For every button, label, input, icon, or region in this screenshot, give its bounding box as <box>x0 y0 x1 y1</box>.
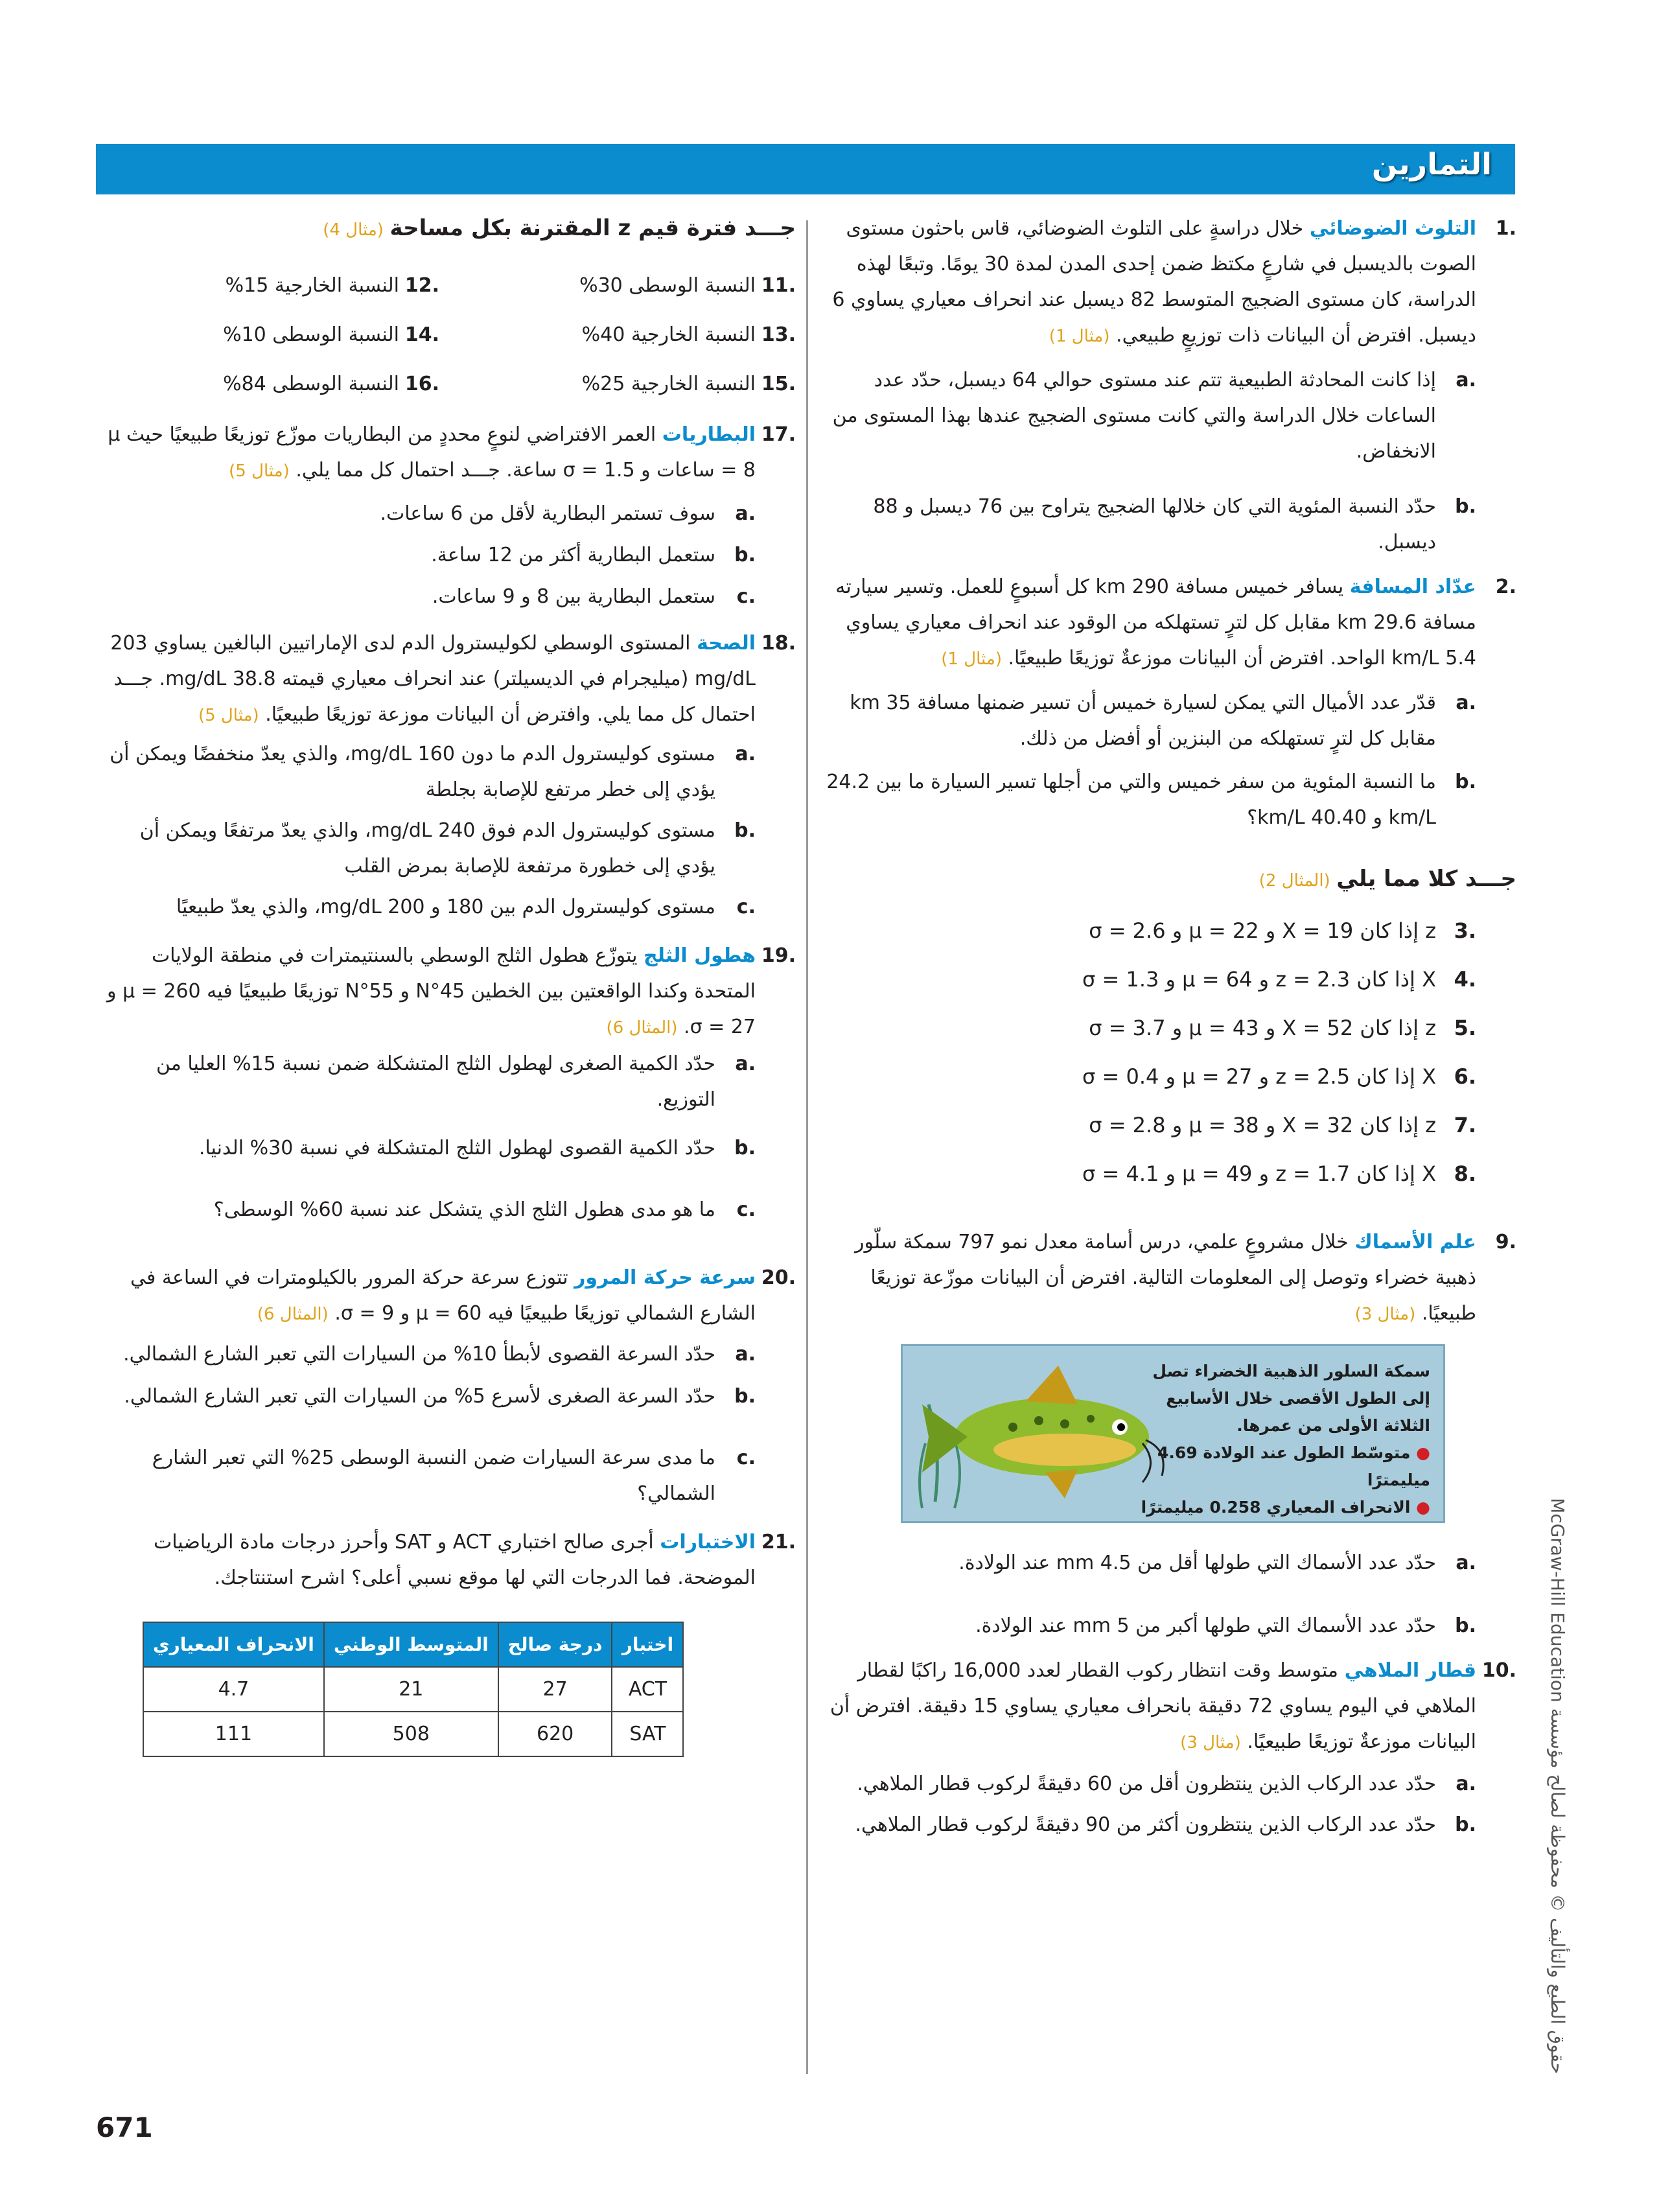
banner-title: التمارين <box>1371 146 1492 181</box>
grid-item <box>96 310 439 360</box>
sub-text: ما مدى سرعة السيارات ضمن النسبة الوسطى 25% التي تعبر الشارع الشمالي؟ <box>152 1447 715 1505</box>
example-reference: (المثال 2) <box>1259 871 1330 891</box>
sub-number: .b <box>1455 1813 1476 1836</box>
exercise-1 <box>823 211 1516 355</box>
exercise-text: يسافر خميس مسافة 290 km كل أسبوعٍ للعمل. وتسير سيارته مسافة 29.6 km مقابل كل لترٍ تستهلكه من الوقود عند انحراف معياري يساوي 5.4 km/L الواحد. افترض أن البيانات موزعةٌ توزيعًا طبيعيًا. <box>835 576 1476 669</box>
exercise-number: .12 <box>404 274 439 297</box>
exercise-17c <box>96 576 756 618</box>
exercise-9a <box>823 1545 1476 1581</box>
table-row <box>143 1712 683 1756</box>
exercise-text: خلال مشروعٍ علمي، درس أسامة معدل نمو 797 سمكة سلّور ذهبية خضراء وتوصل إلى المعلومات التالية. افترض أن البيانات موزّعة توزيعًا طبيعيًا. <box>855 1231 1476 1325</box>
sub-number: .b <box>734 544 756 566</box>
sub-number: .c <box>736 896 756 918</box>
exercise-18b <box>96 813 756 884</box>
exercise-18a <box>96 736 756 808</box>
exercises-banner <box>96 144 1515 194</box>
exercise-number: .17 <box>761 423 796 446</box>
exercise-keyword: الاختبارات <box>660 1531 756 1554</box>
fish-sd-text: الانحراف المعياري 0.258 ميليمترًا <box>1141 1498 1411 1517</box>
find-header <box>823 861 1516 899</box>
exercise-17 <box>96 417 796 489</box>
exercise-text: العمر الافتراضي لنوعٍ محددٍ من البطاريات موزّع توزيعًا طبيعيًا حيث μ = 8 ساعات و σ = 1.5 ساعة. جـــد احتمال كل مما يلي. <box>108 423 756 482</box>
exercise-20 <box>96 1260 796 1333</box>
sub-text: حدّد النسبة المئوية التي كان خلالها الضجيج يتراوح بين 76 ديسبل و 88 ديسبل. <box>873 495 1436 553</box>
exercise-keyword: هطول الثلج <box>644 944 756 967</box>
example-reference: (المثال 6) <box>606 1018 678 1038</box>
exercise-number: .20 <box>761 1266 796 1289</box>
exercise-9 <box>823 1224 1516 1333</box>
exercise-number: .18 <box>761 632 796 655</box>
equation-text: X إذا كان z = 2.3 و μ = 64 و σ = 1.3 <box>1082 967 1436 992</box>
exercise-19c <box>96 1192 756 1228</box>
example-reference: (مثال 1) <box>941 649 1002 669</box>
exercise-17b <box>96 535 756 576</box>
exercise-number: .21 <box>761 1531 796 1554</box>
grid-item <box>452 310 796 360</box>
table-cell: 21 <box>324 1667 498 1712</box>
exercise-number: .14 <box>404 323 439 346</box>
sub-text: ما هو مدى هطول الثلج الذي يتشكل عند نسبة 60% الوسطى؟ <box>213 1198 715 1221</box>
exercise-keyword: البطاريات <box>662 423 756 446</box>
sub-text: قدّر عدد الأميال التي يمكن لسيارة خميس أن تسير ضمنها مسافة 35 km مقابل كل لترٍ تستهلكه من البنزين أو أفضل من ذلك. <box>850 692 1436 750</box>
sub-text: حدّد السرعة الصغرى لأسرع 5% من السيارات التي تعبر الشارع الشمالي. <box>124 1385 715 1408</box>
exercise-text: المستوى الوسطي لكوليسترول الدم لدى الإماراتيين البالغين يساوي 203 mg/dL (ميليجرام في الديسيلتر) عند انحراف معياري قيمته 38.8 mg/dL. جـــد احتمال كل مما يلي. وافترض أن البيانات موزعة توزيعًا طبيعيًا. <box>110 632 756 726</box>
example-reference: (مثال 3) <box>1354 1305 1416 1324</box>
grid-item <box>96 360 439 409</box>
exercise-2 <box>823 569 1516 677</box>
table-header: المتوسط الوطني <box>324 1622 498 1667</box>
sub-text: ما النسبة المئوية من سفر خميس والتي من أجلها تسير السيارة ما بين 24.2 km/L و 40.40 km/L؟ <box>826 771 1436 829</box>
scores-table <box>143 1622 684 1757</box>
table-header-row <box>143 1622 683 1667</box>
sub-text: مستوى كوليسترول الدم فوق 240 mg/dL، والذي يعدّ مرتفعًا ويمكن أن يؤدي إلى خطورة مرتفعة للإصابة بمرض القلب <box>139 819 715 878</box>
sub-number: .a <box>735 1053 756 1075</box>
equation-text: X إذا كان z = 1.7 و μ = 49 و σ = 4.1 <box>1082 1161 1436 1186</box>
exercise-17a <box>96 493 756 535</box>
exercise-number: .13 <box>761 323 796 346</box>
left-column <box>96 211 796 1757</box>
grid-text: النسبة الوسطى 10% <box>223 323 399 346</box>
exercise-number: .3 <box>1454 918 1476 943</box>
sub-text: حدّد عدد الأسماك التي طولها أكبر من 5 mm عند الولادة. <box>975 1614 1436 1637</box>
exercise-number: .6 <box>1454 1064 1476 1089</box>
sub-number: .c <box>736 1198 756 1221</box>
sub-text: ستعمل البطارية أكثر من 12 ساعة. <box>431 544 715 566</box>
equation-text: X إذا كان z = 2.5 و μ = 27 و σ = 0.4 <box>1082 1064 1436 1089</box>
sub-number: .c <box>736 585 756 608</box>
sub-text: حدّد عدد الركاب الذين ينتظرون أقل من 60 دقيقةً لركوب قطار الملاهي. <box>857 1773 1436 1795</box>
grid-item <box>452 261 796 310</box>
sub-text: ستعمل البطارية بين 8 و 9 ساعات. <box>432 585 715 608</box>
exercise-19a <box>96 1046 756 1117</box>
exercise-20b <box>96 1379 756 1414</box>
exercise-text: متوسط وقت انتظار ركوب القطار لعدد 16,000 راكبًا لقطار الملاهي في اليوم يساوي 72 دقيقة بانحراف معياري يساوي 15 دقيقة. افترض أن البيانات موزعةٌ توزيعًا طبيعيًا. <box>830 1659 1476 1753</box>
equation-text: z إذا كان X = 52 و μ = 43 و σ = 3.7 <box>1089 1016 1436 1040</box>
column-divider <box>806 220 808 2074</box>
exercise-1b <box>823 489 1476 560</box>
exercise-19b <box>96 1130 756 1166</box>
grid-text: النسبة الخارجية 15% <box>225 274 399 297</box>
sub-text: إذا كانت المحادثة الطبيعية تتم عند مستوى حوالي 64 ديسبل، حدّد عدد الساعات خلال الدراسة والتي كانت مستوى الضجيج عندها بهذا المستوى من الانخفاض. <box>832 369 1436 463</box>
exercise-20a <box>96 1336 756 1372</box>
sub-text: حدّد عدد الأسماك التي طولها أقل من 4.5 mm عند الولادة. <box>958 1552 1436 1574</box>
equation-item <box>823 955 1476 1004</box>
sub-number: .b <box>1455 771 1476 793</box>
exercise-19 <box>96 938 796 1046</box>
table-header: الانحراف المعياري <box>143 1622 324 1667</box>
fish-info-text <box>1132 1358 1430 1521</box>
fish-mean-text: متوسّط الطول عند الولادة 4.69 ميليمترًا <box>1157 1443 1430 1489</box>
sub-number: .c <box>736 1447 756 1469</box>
exercise-10 <box>823 1653 1516 1761</box>
example-reference: (مثال 3) <box>1180 1733 1241 1752</box>
interval-grid <box>96 261 796 409</box>
grid-text: النسبة الوسطى 84% <box>223 373 399 395</box>
grid-text: النسبة الوسطى 30% <box>579 274 756 297</box>
exercise-10a <box>823 1766 1476 1802</box>
equation-item <box>823 907 1476 955</box>
sub-text: مستوى كوليسترول الدم بين 180 و 200 mg/dL، والذي يعدّ طبيعيًا <box>176 896 715 918</box>
exercise-1a <box>823 362 1476 469</box>
sub-text: حدّد السرعة القصوى لأبطأ 10% من السيارات التي تعبر الشارع الشمالي. <box>123 1343 715 1366</box>
grid-item <box>452 360 796 409</box>
fish-box-title: سمكة السلور الذهبية الخضراء تصل إلى الطول الأقصى خلال الأسابيع الثلاثة الأولى من عمرها. <box>1152 1362 1430 1435</box>
exercise-number: .1 <box>1495 217 1516 240</box>
fish-box-mean: ● متوسّط الطول عند الولادة 4.69 ميليمترًا <box>1157 1443 1430 1489</box>
section-heading: جـــد فترة قيم z المقترنة بكل مساحة <box>389 215 796 241</box>
exercise-2a <box>823 685 1476 756</box>
exercise-9b <box>823 1608 1476 1644</box>
exercise-number: .8 <box>1454 1161 1476 1186</box>
exercise-number: .19 <box>761 944 796 967</box>
example-reference: (مثال 5) <box>229 461 290 481</box>
sub-number: .b <box>1455 495 1476 518</box>
exercise-keyword: سرعة حركة المرور <box>574 1266 756 1289</box>
grid-text: النسبة الخارجية 40% <box>581 323 756 346</box>
exercise-21 <box>96 1524 796 1596</box>
exercise-number: .4 <box>1454 967 1476 992</box>
exercise-text: تتوزع سرعة حركة المرور بالكيلومترات في الساعة في الشارع الشمالي توزيعًا طبيعيًا فيه μ = 60 و σ = 9. <box>130 1266 756 1325</box>
sub-number: .a <box>1456 1773 1476 1795</box>
example-reference: (المثال 6) <box>257 1305 329 1324</box>
table-cell: ACT <box>612 1667 683 1712</box>
table-cell: 508 <box>324 1712 498 1756</box>
example-reference: (مثال 1) <box>1049 327 1110 346</box>
example-reference: (مثال 5) <box>198 706 259 725</box>
exercise-keyword: علم الأسماك <box>1354 1231 1476 1253</box>
exercise-number: .15 <box>761 373 796 395</box>
exercise-number: .10 <box>1481 1659 1516 1682</box>
sub-text: سوف تستمر البطارية لأقل من 6 ساعات. <box>380 502 715 525</box>
sub-number: .a <box>735 743 756 765</box>
exercise-keyword: التلوث الضوضائي <box>1309 217 1476 240</box>
exercise-keyword: الصحة <box>697 632 756 655</box>
exercise-number: .16 <box>404 373 439 395</box>
exercise-number: .9 <box>1495 1231 1516 1253</box>
exercise-20c <box>96 1440 756 1511</box>
exercise-text: خلال دراسةٍ على التلوث الضوضائي، قاس باحثون مستوى الصوت بالديسبل في شارعٍ مكتظ ضمن إحدى المدن لمدة 30 يومًا. وتبعًا لهذه الدراسة، كان مستوى الضجيج المتوسط 82 ديسبل عند انحراف معياري يساوي 6 ديسبل. افترض أن البيانات ذات توزيعٍ طبيعي. <box>832 217 1476 347</box>
exercise-keyword: قطار الملاهي <box>1344 1659 1476 1682</box>
grid-text: النسبة الخارجية 25% <box>581 373 756 395</box>
equation-item <box>823 1101 1476 1150</box>
exercise-number: .2 <box>1495 576 1516 598</box>
sub-text: مستوى كوليسترول الدم ما دون 160 mg/dL، والذي يعدّ منخفضًا ويمكن أن يؤدي إلى خطر مرتفع للإصابة بجلطة <box>110 743 715 801</box>
sub-number: .a <box>1456 692 1476 714</box>
exercise-number: .5 <box>1454 1016 1476 1040</box>
page-number: 671 <box>96 2112 153 2143</box>
sub-number: .a <box>1456 1552 1476 1574</box>
sub-text: حدّد الكمية القصوى لهطول الثلج المتشكلة في نسبة 30% الدنيا. <box>198 1137 715 1159</box>
equation-item <box>823 1150 1476 1198</box>
right-column <box>823 211 1516 1843</box>
table-cell: 4.7 <box>143 1667 324 1712</box>
table-cell: 620 <box>498 1712 612 1756</box>
exercise-18 <box>96 625 796 734</box>
exercise-2b <box>823 764 1476 835</box>
example-reference: (مثال 4) <box>323 220 384 240</box>
sub-number: .a <box>735 502 756 525</box>
fish-info-box <box>901 1344 1445 1523</box>
exercise-10b <box>823 1807 1476 1843</box>
interval-header <box>96 211 796 248</box>
table-cell: 111 <box>143 1712 324 1756</box>
exercise-number: .11 <box>761 274 796 297</box>
equation-item <box>823 1004 1476 1053</box>
copyright-notice: حقوق الطبع والتأليف © محفوظة لصالح مؤسسة McGraw-Hill Education <box>1547 1498 1568 2074</box>
exercise-keyword: عدّاد المسافة <box>1349 576 1476 598</box>
grid-item <box>96 261 439 310</box>
sub-text: حدّد عدد الركاب الذين ينتظرون أكثر من 90 دقيقةً لركوب قطار الملاهي. <box>855 1813 1436 1836</box>
table-row <box>143 1667 683 1712</box>
sub-number: .a <box>1456 369 1476 391</box>
equation-item <box>823 1053 1476 1101</box>
sub-number: .a <box>735 1343 756 1366</box>
equation-list <box>823 907 1516 1198</box>
sub-number: .b <box>734 819 756 842</box>
exercise-18c <box>96 889 756 925</box>
exercise-17-parts <box>96 493 796 618</box>
fish-box-sd: ● الانحراف المعياري 0.258 ميليمترًا <box>1141 1498 1430 1517</box>
sub-number: .b <box>734 1137 756 1159</box>
exercise-number: .7 <box>1454 1113 1476 1137</box>
section-heading: جـــد كلا مما يلي <box>1336 866 1516 892</box>
exercise-text: أجرى صالح اختباري ACT و SAT وأحرز درجات مادة الرياضيات الموضحة. فما الدرجات التي لها موقع نسبي أعلى؟ اشرح استنتاجك. <box>153 1531 756 1589</box>
equation-text: z إذا كان X = 32 و μ = 38 و σ = 2.8 <box>1089 1113 1436 1137</box>
sub-number: .b <box>734 1385 756 1408</box>
sub-text: حدّد الكمية الصغرى لهطول الثلج المتشكلة ضمن نسبة 15% العليا من التوزيع. <box>156 1053 715 1111</box>
table-cell: SAT <box>612 1712 683 1756</box>
sub-number: .b <box>1455 1614 1476 1637</box>
equation-text: z إذا كان X = 19 و μ = 22 و σ = 2.6 <box>1089 918 1436 943</box>
table-header: اختبار <box>612 1622 683 1667</box>
table-cell: 27 <box>498 1667 612 1712</box>
table-header: درجة صالح <box>498 1622 612 1667</box>
exercise-text: يتوزّع هطول الثلج الوسطي بالسنتيمترات في منطقة الولايات المتحدة وكندا الواقعتين بين الخطين 45°N و 55°N توزيعًا طبيعيًا فيه μ = 260 و σ = 27. <box>107 944 756 1038</box>
